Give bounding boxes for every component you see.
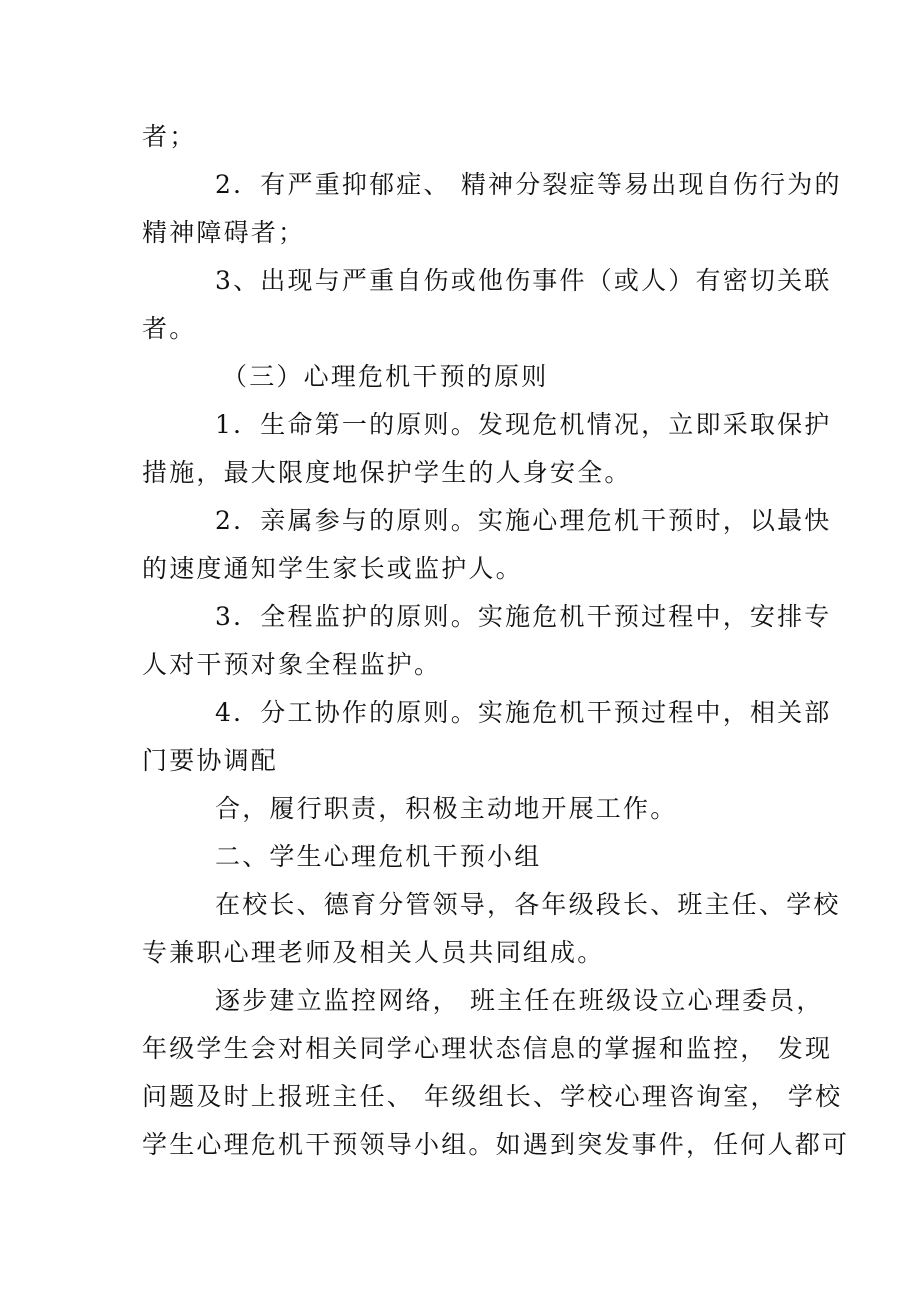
text-line-21: 问题及时上报班主任、 年级组长、学校心理咨询室， 学校 (142, 1082, 843, 1111)
text-line-18: 专兼职心理老师及相关人员共同组成。 (142, 938, 605, 967)
text-line-8: 措施，最大限度地保护学生的人身安全。 (142, 458, 632, 487)
document-body (142, 113, 850, 1169)
text-line-17: 在校长、德育分管领导，各年级段长、班主任、学校 (215, 890, 841, 919)
text-line-9: 2．亲属参与的原则。实施心理危机干预时，以最快 (215, 506, 832, 535)
text-line-4: 3、出现与严重自伤或他伤事件（或人）有密切关联 (215, 266, 832, 295)
text-line-2: 2．有严重抑郁症、 精神分裂症等易出现自伤行为的 (215, 170, 842, 199)
text-line-10: 的速度通知学生家长或监护人。 (142, 554, 523, 583)
text-line-14: 门要协调配 (142, 746, 279, 775)
section-heading-principles: （三）心理危机干预的原则 (222, 362, 549, 391)
text-line-7: 1．生命第一的原则。发现危机情况，立即采取保护 (215, 410, 832, 439)
text-line-22: 学生心理危机干预领导小组。如遇到突发事件，任何人都可 (142, 1130, 850, 1159)
text-line-15: 合，履行职责，积极主动地开展工作。 (215, 794, 678, 823)
text-line-12: 人对干预对象全程监护。 (142, 650, 442, 679)
text-line-5: 者。 (142, 314, 197, 343)
text-line-11: 3．全程监护的原则。实施危机干预过程中，安排专 (215, 602, 832, 631)
text-line-3: 精神障碍者； (142, 218, 306, 247)
section-heading-intervention-group: 二、学生心理危机干预小组 (215, 842, 542, 871)
text-line-19: 逐步建立监控网络， 班主任在班级设立心理委员， (215, 986, 824, 1015)
text-line-1: 者； (142, 122, 197, 151)
text-line-20: 年级学生会对相关同学心理状态信息的掌握和监控， 发现 (142, 1034, 833, 1063)
text-line-13: 4．分工协作的原则。实施危机干预过程中，相关部 (215, 698, 832, 727)
